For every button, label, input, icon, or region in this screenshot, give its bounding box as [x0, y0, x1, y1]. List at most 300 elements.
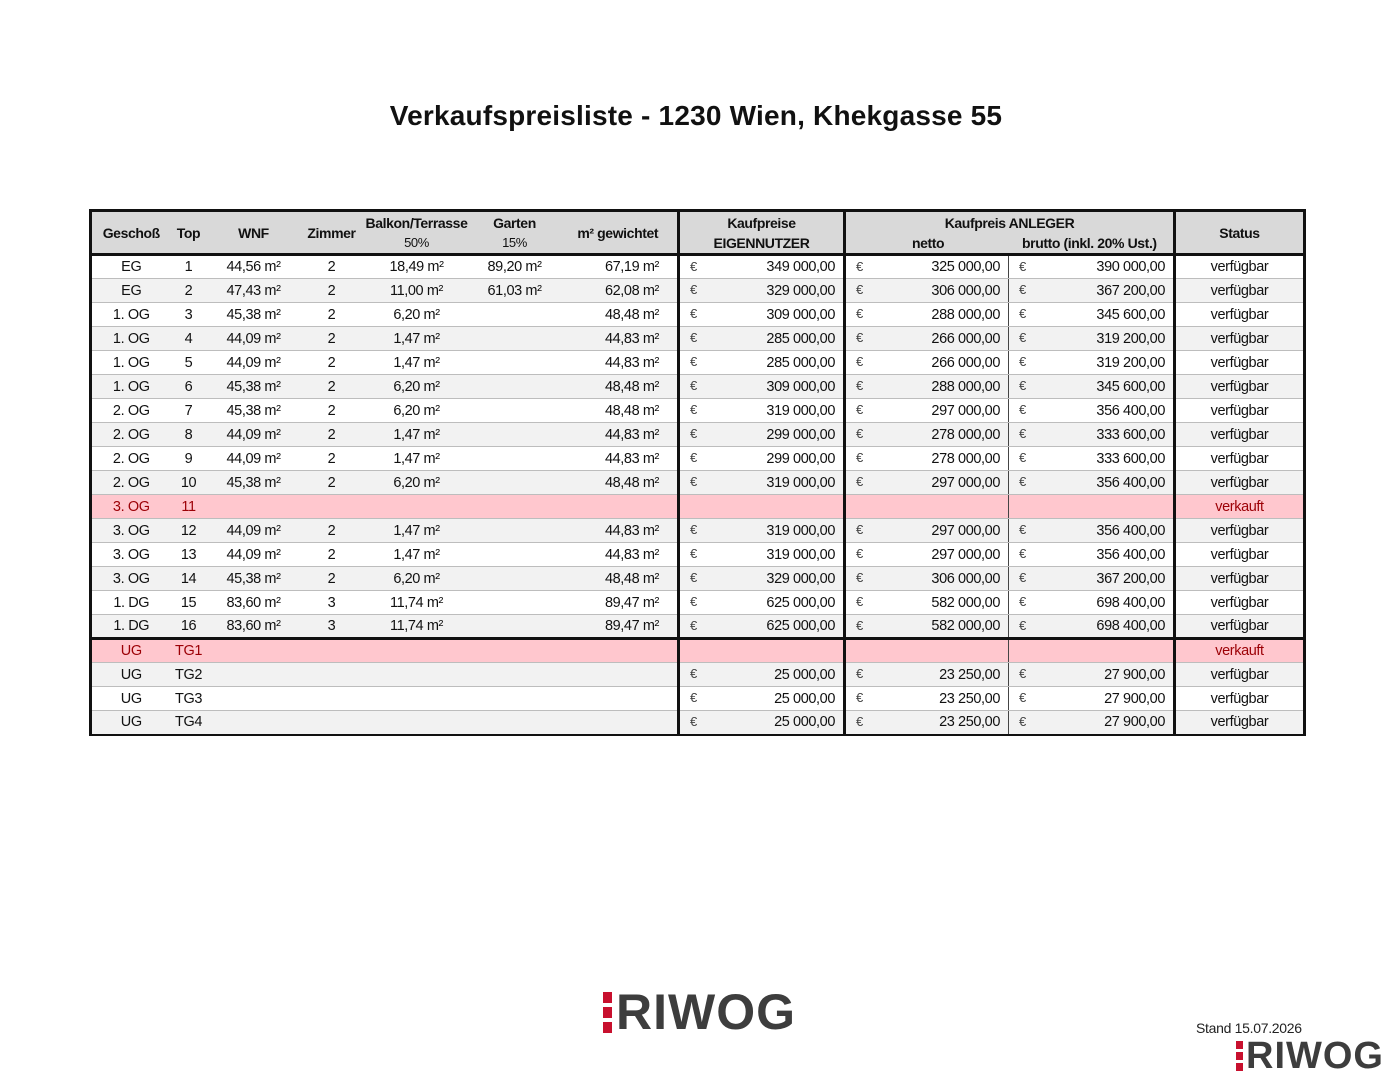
riwog-logo-small	[1236, 1037, 1384, 1075]
brutto-cell-value: 27 900,00	[1104, 666, 1165, 683]
price-table	[89, 209, 1306, 736]
table-row	[91, 687, 1305, 711]
zimmer-cell-value: 3	[327, 594, 336, 611]
wnf-cell	[207, 327, 301, 351]
status-cell-value: verfügbar	[1210, 354, 1269, 371]
balkon-cell	[363, 471, 471, 495]
header-geschoss: Geschoß	[91, 211, 171, 255]
garten-cell	[471, 567, 559, 591]
header-gewichtet: m² gewichtet	[559, 211, 679, 255]
brutto-cell	[1009, 423, 1175, 447]
geschoss-cell	[91, 495, 171, 519]
status-cell	[1175, 279, 1305, 303]
zimmer-cell	[301, 279, 363, 303]
euro-sign: €	[856, 330, 863, 345]
status-cell-value: verfügbar	[1210, 306, 1269, 323]
top-cell-value: 8	[184, 426, 193, 443]
euro-sign: €	[856, 306, 863, 321]
euro-sign: €	[856, 402, 863, 417]
balkon-cell	[363, 351, 471, 375]
brutto-cell	[1009, 591, 1175, 615]
wnf-cell-value: 45,38 m²	[226, 474, 281, 491]
netto-cell	[845, 495, 1009, 519]
euro-sign: €	[856, 714, 863, 729]
gewichtet-cell-value: 89,47 m²	[604, 618, 659, 634]
brutto-cell-value: 27 900,00	[1104, 690, 1165, 707]
top-cell-value: 4	[184, 330, 193, 347]
garten-cell	[471, 471, 559, 495]
euro-sign: €	[1019, 666, 1026, 681]
euro-sign: €	[1019, 474, 1026, 489]
eigennutzer-cell-value: 285 000,00	[766, 330, 835, 347]
riwog-logo	[603, 984, 796, 1040]
balkon-cell	[363, 663, 471, 687]
wnf-cell	[207, 447, 301, 471]
table-row	[91, 567, 1305, 591]
netto-cell	[845, 471, 1009, 495]
status-cell-value: verfügbar	[1210, 690, 1269, 707]
netto-cell	[845, 375, 1009, 399]
status-cell-value: verfügbar	[1210, 330, 1269, 347]
status-cell	[1175, 543, 1305, 567]
netto-cell-value: 325 000,00	[931, 259, 1000, 275]
top-cell-value: 3	[184, 306, 193, 323]
brutto-cell	[1009, 663, 1175, 687]
brutto-cell-value: 333 600,00	[1096, 450, 1165, 467]
eigennutzer-cell	[679, 543, 845, 567]
euro-sign: €	[690, 570, 697, 585]
balkon-cell	[363, 447, 471, 471]
balkon-cell	[363, 399, 471, 423]
header-balkon-label: Balkon/Terrasse	[365, 215, 468, 231]
balkon-cell	[363, 615, 471, 639]
eigennutzer-cell	[679, 495, 845, 519]
brutto-cell	[1009, 471, 1175, 495]
balkon-cell	[363, 423, 471, 447]
status-cell-value: verfügbar	[1210, 570, 1269, 587]
eigennutzer-cell-value: 625 000,00	[766, 594, 835, 611]
status-cell-value: verkauft	[1215, 498, 1264, 515]
garten-cell	[471, 495, 559, 519]
gewichtet-cell-value: 62,08 m²	[604, 282, 659, 299]
euro-sign: €	[690, 354, 697, 369]
brutto-cell-value: 356 400,00	[1096, 402, 1165, 419]
balkon-cell-value: 1,47 m²	[393, 522, 440, 539]
garten-cell	[471, 639, 559, 663]
eigennutzer-cell	[679, 303, 845, 327]
eigennutzer-cell-value: 299 000,00	[766, 426, 835, 443]
balkon-cell-value: 6,20 m²	[393, 570, 440, 587]
balkon-cell	[363, 639, 471, 663]
geschoss-cell	[91, 327, 171, 351]
wnf-cell	[207, 663, 301, 687]
gewichtet-cell	[559, 423, 679, 447]
netto-cell	[845, 447, 1009, 471]
status-cell	[1175, 351, 1305, 375]
top-cell-value: 7	[184, 402, 193, 419]
gewichtet-cell	[559, 711, 679, 735]
status-cell-value: verfügbar	[1210, 259, 1269, 275]
netto-cell-value: 297 000,00	[931, 474, 1000, 491]
balkon-cell-value: 6,20 m²	[393, 378, 440, 395]
eigennutzer-cell	[679, 423, 845, 447]
gewichtet-cell	[559, 255, 679, 279]
status-cell-value: verfügbar	[1210, 282, 1269, 299]
balkon-cell-value: 6,20 m²	[393, 402, 440, 419]
zimmer-cell-value: 2	[327, 330, 336, 347]
balkon-cell	[363, 711, 471, 735]
netto-cell	[845, 687, 1009, 711]
brutto-cell	[1009, 543, 1175, 567]
wnf-cell-value: 44,09 m²	[226, 330, 281, 347]
zimmer-cell-value: 2	[327, 570, 336, 587]
top-cell-value: 1	[184, 259, 193, 275]
status-cell	[1175, 447, 1305, 471]
table-row	[91, 615, 1305, 639]
top-cell-value: TG2	[175, 666, 202, 683]
gewichtet-cell	[559, 447, 679, 471]
geschoss-cell-value: 1. DG	[113, 594, 150, 611]
zimmer-cell	[301, 663, 363, 687]
page-title: Verkaufspreisliste - 1230 Wien, Khekgasse 55	[389, 100, 1003, 131]
balkon-cell-value: 18,49 m²	[389, 259, 444, 275]
garten-cell	[471, 423, 559, 447]
status-cell-value: verfügbar	[1210, 474, 1269, 491]
brutto-cell	[1009, 615, 1175, 639]
status-cell-value: verfügbar	[1210, 546, 1269, 563]
wnf-cell-value: 45,38 m²	[226, 570, 281, 587]
balkon-cell	[363, 591, 471, 615]
gewichtet-cell	[559, 591, 679, 615]
euro-sign: €	[1019, 306, 1026, 321]
eigennutzer-cell-value: 25 000,00	[774, 666, 835, 683]
garten-cell	[471, 327, 559, 351]
garten-cell	[471, 591, 559, 615]
netto-cell-value: 278 000,00	[931, 426, 1000, 443]
top-cell-value: 5	[184, 354, 193, 371]
euro-sign: €	[856, 618, 863, 633]
balkon-cell	[363, 543, 471, 567]
brutto-cell-value: 356 400,00	[1096, 546, 1165, 563]
gewichtet-cell-value: 48,48 m²	[604, 378, 659, 395]
eigennutzer-cell-value: 319 000,00	[766, 474, 835, 491]
geschoss-cell-value: 1. OG	[112, 306, 150, 323]
gewichtet-cell-value: 67,19 m²	[604, 259, 659, 275]
euro-sign: €	[690, 402, 697, 417]
table-header-row	[91, 211, 1305, 255]
brutto-cell	[1009, 519, 1175, 543]
header-wnf: WNF	[207, 211, 301, 255]
brutto-cell	[1009, 447, 1175, 471]
gewichtet-cell-value: 89,47 m²	[604, 594, 659, 611]
garten-cell	[471, 255, 559, 279]
balkon-cell-value: 11,74 m²	[390, 618, 443, 634]
balkon-cell-value: 1,47 m²	[393, 546, 440, 563]
geschoss-cell-value: UG	[120, 643, 142, 659]
netto-cell-value: 582 000,00	[931, 594, 1000, 611]
status-cell	[1175, 399, 1305, 423]
status-cell	[1175, 519, 1305, 543]
status-cell-value: verfügbar	[1210, 426, 1269, 443]
euro-sign: €	[690, 259, 697, 274]
brutto-cell-value: 698 400,00	[1096, 618, 1165, 634]
brutto-cell	[1009, 567, 1175, 591]
netto-cell-value: 306 000,00	[931, 282, 1000, 299]
gewichtet-cell	[559, 615, 679, 639]
balkon-cell-value: 1,47 m²	[393, 330, 440, 347]
brutto-cell-value: 333 600,00	[1096, 426, 1165, 443]
zimmer-cell	[301, 615, 363, 639]
euro-sign: €	[1019, 714, 1026, 729]
balkon-cell	[363, 687, 471, 711]
brutto-cell-value: 698 400,00	[1096, 594, 1165, 611]
gewichtet-cell-value: 48,48 m²	[604, 402, 659, 419]
geschoss-cell-value: 1. OG	[112, 354, 150, 371]
euro-sign: €	[690, 282, 697, 297]
euro-sign: €	[1019, 282, 1026, 297]
table-row	[91, 375, 1305, 399]
wnf-cell-value: 44,09 m²	[226, 546, 281, 563]
zimmer-cell	[301, 471, 363, 495]
balkon-cell-value: 6,20 m²	[393, 306, 440, 323]
balkon-cell	[363, 567, 471, 591]
header-anleger-label: Kaufpreis ANLEGER	[944, 215, 1075, 231]
top-cell	[171, 399, 207, 423]
zimmer-cell-value: 2	[327, 426, 336, 443]
netto-cell-value: 266 000,00	[931, 330, 1000, 347]
geschoss-cell-value: EG	[121, 282, 142, 299]
gewichtet-cell	[559, 375, 679, 399]
netto-cell	[845, 255, 1009, 279]
header-brutto: brutto (inkl. 20% Ust.)	[1022, 235, 1157, 251]
geschoss-cell	[91, 303, 171, 327]
geschoss-cell-value: 1. OG	[112, 378, 150, 395]
gewichtet-cell	[559, 519, 679, 543]
status-cell-value: verfügbar	[1210, 450, 1269, 467]
garten-cell	[471, 663, 559, 687]
wnf-cell	[207, 279, 301, 303]
zimmer-cell	[301, 519, 363, 543]
balkon-cell-value: 1,47 m²	[393, 450, 440, 467]
euro-sign: €	[856, 546, 863, 561]
eigennutzer-cell-value: 625 000,00	[766, 618, 835, 634]
netto-cell-value: 288 000,00	[931, 306, 1000, 323]
gewichtet-cell-value: 44,83 m²	[604, 330, 659, 347]
brutto-cell-value: 367 200,00	[1096, 282, 1165, 299]
euro-sign: €	[1019, 570, 1026, 585]
geschoss-cell	[91, 255, 171, 279]
euro-sign: €	[856, 354, 863, 369]
netto-cell	[845, 327, 1009, 351]
table-row	[91, 639, 1305, 663]
eigennutzer-cell	[679, 447, 845, 471]
garten-cell	[471, 519, 559, 543]
euro-sign: €	[690, 474, 697, 489]
gewichtet-cell	[559, 543, 679, 567]
status-cell	[1175, 567, 1305, 591]
status-cell	[1175, 663, 1305, 687]
gewichtet-cell-value: 48,48 m²	[604, 306, 659, 323]
gewichtet-cell-value: 44,83 m²	[604, 450, 659, 467]
euro-sign: €	[856, 450, 863, 465]
geschoss-cell	[91, 567, 171, 591]
top-cell	[171, 663, 207, 687]
top-cell	[171, 447, 207, 471]
brutto-cell	[1009, 639, 1175, 663]
status-cell-value: verkauft	[1215, 643, 1264, 659]
euro-sign: €	[690, 378, 697, 393]
netto-cell	[845, 303, 1009, 327]
geschoss-cell-value: 3. OG	[112, 498, 150, 515]
brutto-cell	[1009, 351, 1175, 375]
top-cell	[171, 303, 207, 327]
top-cell	[171, 687, 207, 711]
header-zimmer: Zimmer	[301, 211, 363, 255]
top-cell-value: 10	[180, 474, 197, 491]
wnf-cell	[207, 591, 301, 615]
table-row	[91, 399, 1305, 423]
wnf-cell-value: 44,09 m²	[226, 354, 281, 371]
top-cell-value: TG1	[175, 643, 202, 659]
brutto-cell	[1009, 375, 1175, 399]
geschoss-cell	[91, 687, 171, 711]
euro-sign: €	[690, 426, 697, 441]
wnf-cell-value: 45,38 m²	[226, 306, 281, 323]
gewichtet-cell-value: 44,83 m²	[604, 546, 659, 563]
geschoss-cell-value: 2. OG	[112, 402, 150, 419]
zimmer-cell-value: 3	[327, 618, 336, 634]
geschoss-cell-value: 1. DG	[113, 618, 150, 634]
geschoss-cell-value: 2. OG	[112, 474, 150, 491]
table-row	[91, 327, 1305, 351]
garten-cell	[471, 447, 559, 471]
netto-cell-value: 266 000,00	[931, 354, 1000, 371]
header-garten-label: Garten	[493, 215, 536, 231]
brutto-cell	[1009, 399, 1175, 423]
eigennutzer-cell-value: 349 000,00	[766, 259, 835, 275]
status-cell	[1175, 711, 1305, 735]
euro-sign: €	[1019, 546, 1026, 561]
status-cell-value: verfügbar	[1210, 402, 1269, 419]
euro-sign: €	[1019, 330, 1026, 345]
geschoss-cell	[91, 399, 171, 423]
top-cell	[171, 471, 207, 495]
netto-cell	[845, 399, 1009, 423]
brutto-cell-value: 356 400,00	[1096, 522, 1165, 539]
wnf-cell	[207, 567, 301, 591]
table-row	[91, 423, 1305, 447]
eigennutzer-cell-value: 319 000,00	[766, 522, 835, 539]
zimmer-cell	[301, 351, 363, 375]
table-row	[91, 471, 1305, 495]
status-cell-value: verfügbar	[1210, 666, 1269, 683]
gewichtet-cell-value: 48,48 m²	[604, 570, 659, 587]
euro-sign: €	[1019, 426, 1026, 441]
status-cell-value: verfügbar	[1210, 618, 1269, 634]
euro-sign: €	[1019, 450, 1026, 465]
header-anleger	[845, 211, 1175, 255]
netto-cell-value: 278 000,00	[931, 450, 1000, 467]
eigennutzer-cell	[679, 567, 845, 591]
top-cell	[171, 279, 207, 303]
netto-cell-value: 288 000,00	[931, 378, 1000, 395]
riwog-logo-mark	[603, 992, 612, 1033]
zimmer-cell-value: 2	[327, 306, 336, 323]
top-cell	[171, 495, 207, 519]
zimmer-cell-value: 2	[327, 378, 336, 395]
status-cell	[1175, 375, 1305, 399]
geschoss-cell	[91, 423, 171, 447]
header-garten	[471, 211, 559, 255]
zimmer-cell	[301, 399, 363, 423]
geschoss-cell-value: 3. OG	[112, 570, 150, 587]
wnf-cell-value: 45,38 m²	[226, 402, 281, 419]
eigennutzer-cell	[679, 351, 845, 375]
garten-cell	[471, 279, 559, 303]
gewichtet-cell-value: 44,83 m²	[604, 354, 659, 371]
status-cell	[1175, 471, 1305, 495]
top-cell-value: 2	[184, 282, 193, 299]
euro-sign: €	[856, 426, 863, 441]
eigennutzer-cell	[679, 471, 845, 495]
zimmer-cell	[301, 303, 363, 327]
geschoss-cell	[91, 375, 171, 399]
eigennutzer-cell-value: 329 000,00	[766, 282, 835, 299]
garten-cell	[471, 303, 559, 327]
eigennutzer-cell	[679, 255, 845, 279]
euro-sign: €	[856, 522, 863, 537]
balkon-cell	[363, 495, 471, 519]
balkon-cell	[363, 255, 471, 279]
garten-cell	[471, 615, 559, 639]
table-row	[91, 543, 1305, 567]
wnf-cell	[207, 711, 301, 735]
zimmer-cell-value: 2	[327, 402, 336, 419]
wnf-cell-value: 44,56 m²	[226, 259, 281, 275]
top-cell	[171, 519, 207, 543]
brutto-cell-value: 356 400,00	[1096, 474, 1165, 491]
eigennutzer-cell-value: 319 000,00	[766, 546, 835, 563]
eigennutzer-cell	[679, 519, 845, 543]
status-cell-value: verfügbar	[1210, 714, 1269, 731]
geschoss-cell	[91, 711, 171, 735]
brutto-cell-value: 390 000,00	[1096, 259, 1165, 275]
zimmer-cell	[301, 447, 363, 471]
table-row	[91, 519, 1305, 543]
wnf-cell	[207, 519, 301, 543]
gewichtet-cell	[559, 687, 679, 711]
netto-cell	[845, 543, 1009, 567]
status-cell	[1175, 423, 1305, 447]
balkon-cell-value: 1,47 m²	[393, 426, 440, 443]
zimmer-cell-value: 2	[327, 259, 336, 275]
brutto-cell-value: 345 600,00	[1096, 378, 1165, 395]
gewichtet-cell	[559, 567, 679, 591]
brutto-cell	[1009, 327, 1175, 351]
header-status: Status	[1175, 211, 1305, 255]
top-cell-value: 14	[180, 570, 197, 587]
netto-cell-value: 23 250,00	[939, 714, 1000, 731]
wnf-cell	[207, 375, 301, 399]
balkon-cell	[363, 303, 471, 327]
netto-cell-value: 297 000,00	[931, 546, 1000, 563]
header-kaufpreise	[679, 211, 845, 255]
status-cell	[1175, 639, 1305, 663]
euro-sign: €	[690, 306, 697, 321]
netto-cell-value: 306 000,00	[931, 570, 1000, 587]
header-balkon	[363, 211, 471, 255]
eigennutzer-cell	[679, 399, 845, 423]
